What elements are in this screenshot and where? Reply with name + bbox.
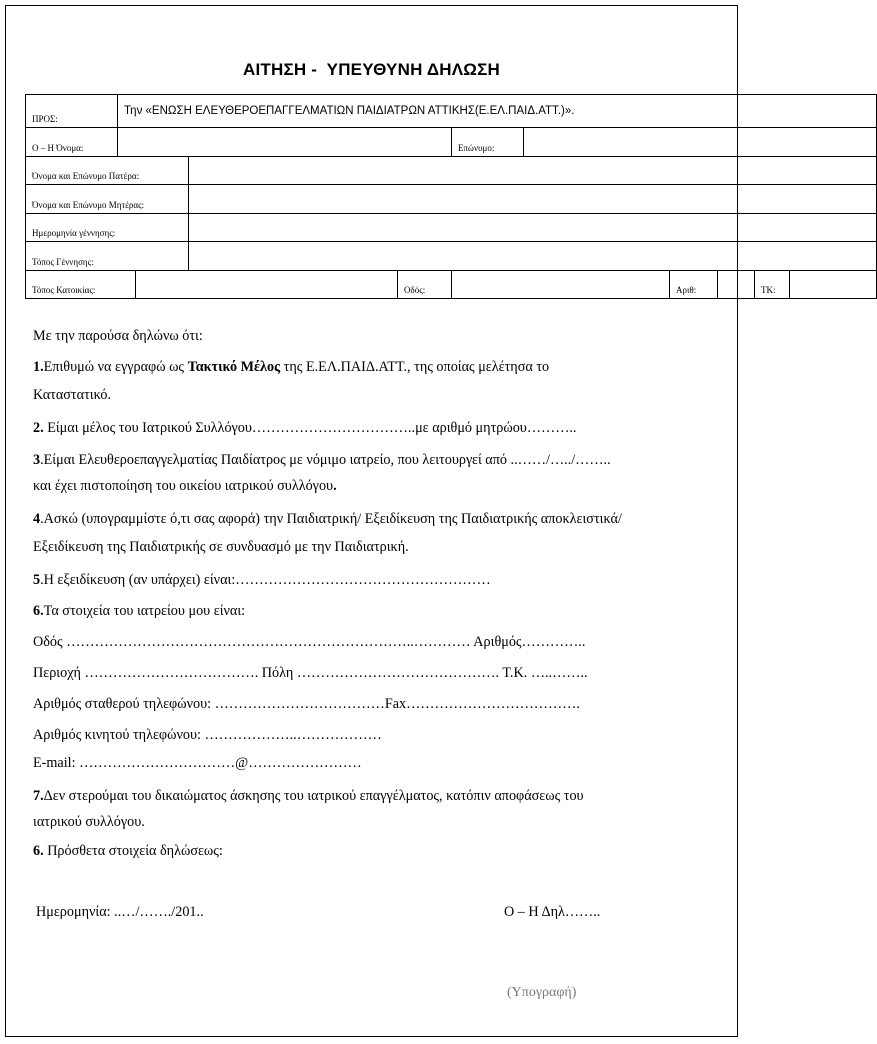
declaration-item-3: 3.Είμαι Ελευθεροεπαγγελματίας Παιδίατρος με νόμιμο ιατρείο, που λειτουργεί από ..……/…../…….. (33, 452, 611, 468)
office-phone-line: Αριθμός σταθερού τηλεφώνου: ………………………………Fax………………………………. (33, 696, 580, 712)
number-label-cell (670, 270, 718, 299)
father-field[interactable] (189, 156, 877, 185)
declaration-item-1-cont: Καταστατικό. (33, 387, 112, 403)
birthplace-label: Τόπος Γέννησης: (32, 256, 94, 267)
first-name-label: Ο – Η Όνομα: (32, 142, 84, 153)
first-name-field[interactable] (118, 128, 452, 157)
mother-field[interactable] (189, 185, 877, 214)
postcode-label: ΤΚ: (761, 285, 776, 295)
to-label-cell (26, 95, 118, 128)
declaration-item-7-cont: ιατρικού συλλόγου. (33, 814, 145, 830)
postcode-field[interactable] (790, 270, 877, 299)
office-area-line: Περιοχή ………………………………. Πόλη ……………………………………. Τ.Κ. …..…….. (33, 665, 588, 681)
to-value: Την «ΕΝΩΣΗ ΕΛΕΥΘΕΡΟΕΠΑΓΓΕΛΜΑΤΙΩΝ ΠΑΙΔΙΑΤΡΩΝ ΑΤΤΙΚΗΣ(Ε.ΕΛ.ΠΑΙΔ.ΑΤΤ.)». (118, 95, 877, 128)
declaration-item-2: 2. Είμαι μέλος του Ιατρικού Συλλόγου……………………………..με αριθμό μητρώου……….. (33, 420, 577, 436)
mother-label: Όνομα και Επώνυμο Μητέρας: (32, 199, 145, 210)
document-page (5, 5, 776, 1037)
residence-label-cell (26, 270, 136, 299)
surname-field[interactable] (524, 128, 877, 157)
declaration-item-7: 7.Δεν στερούμαι του δικαιώματος άσκησης του ιατρικού επαγγέλματος, κατόπιν αποφάσεως του (33, 788, 584, 804)
birthplace-label-cell (26, 242, 189, 271)
surname-label: Επώνυμο: (458, 142, 495, 153)
first-name-label-cell (26, 128, 118, 157)
declaration-item-1: 1.Επιθυμώ να εγγραφώ ως Τακτικό Μέλος της Ε.ΕΛ.ΠΑΙΔ.ΑΤΤ., της οποίας μελέτησα το (33, 359, 550, 375)
declaration-item-additional: 6. Πρόσθετα στοιχεία δηλώσεως: (33, 843, 223, 859)
surname-label-cell (452, 128, 524, 157)
document-title: ΑΙΤΗΣΗ - ΥΠΕΥΘΥΝΗ ΔΗΛΩΣΗ (243, 60, 500, 79)
birthdate-label-cell (26, 213, 189, 242)
birthdate-label: Ημερομηνία γέννησης: (32, 228, 116, 238)
declaration-item-4: 4.Ασκώ (υπογραμμίστε ό,τι σας αφορά) την Παιδιατρική/ Εξειδίκευση της Παιδιατρικής αποκλειστικά/ (33, 511, 622, 527)
signature-label: (Υπογραφή) (507, 985, 577, 1000)
postcode-label-cell (755, 270, 790, 299)
birthdate-field[interactable] (189, 213, 877, 242)
declaration-item-3-cont: και έχει πιστοποίηση του οικείου ιατρικού συλλόγου. (33, 478, 337, 494)
to-label: ΠΡΟΣ: (32, 114, 58, 124)
number-label: Αριθ: (676, 285, 697, 295)
declarant-line: Ο – Η Δηλ…….. (504, 904, 601, 920)
father-label-cell (26, 156, 189, 185)
declaration-intro: Με την παρούσα δηλώνω ότι: (33, 328, 203, 344)
declaration-item-5: 5.Η εξειδίκευση (αν υπάρχει) είναι:……………………………………………… (33, 572, 491, 588)
residence-label: Τόπος Κατοικίας: (32, 285, 96, 295)
declaration-item-4-cont: Εξειδίκευση της Παιδιατρικής σε συνδυασμό με την Παιδιατρική. (33, 539, 409, 555)
declaration-item-6: 6.Τα στοιχεία του ιατρείου μου είναι: (33, 603, 246, 619)
residence-field[interactable] (136, 270, 398, 299)
number-field[interactable] (718, 270, 755, 299)
applicant-form-table (25, 94, 877, 299)
street-field[interactable] (452, 270, 670, 299)
office-mobile-line: Αριθμός κινητού τηλεφώνου: ………………..……………… (33, 727, 382, 743)
mother-label-cell (26, 185, 189, 214)
date-line: Ημερομηνία: ..…/……./201.. (36, 904, 204, 920)
office-email-line: E-mail: ……………………………@…………………… (33, 755, 362, 771)
office-street-line: Οδός ………………………………………………………………..………… Αριθμός………….. (33, 634, 586, 650)
father-label: Όνομα και Επώνυμο Πατέρα: (32, 171, 140, 181)
street-label-cell (398, 270, 452, 299)
street-label: Οδός: (404, 285, 426, 295)
birthplace-field[interactable] (189, 242, 877, 271)
